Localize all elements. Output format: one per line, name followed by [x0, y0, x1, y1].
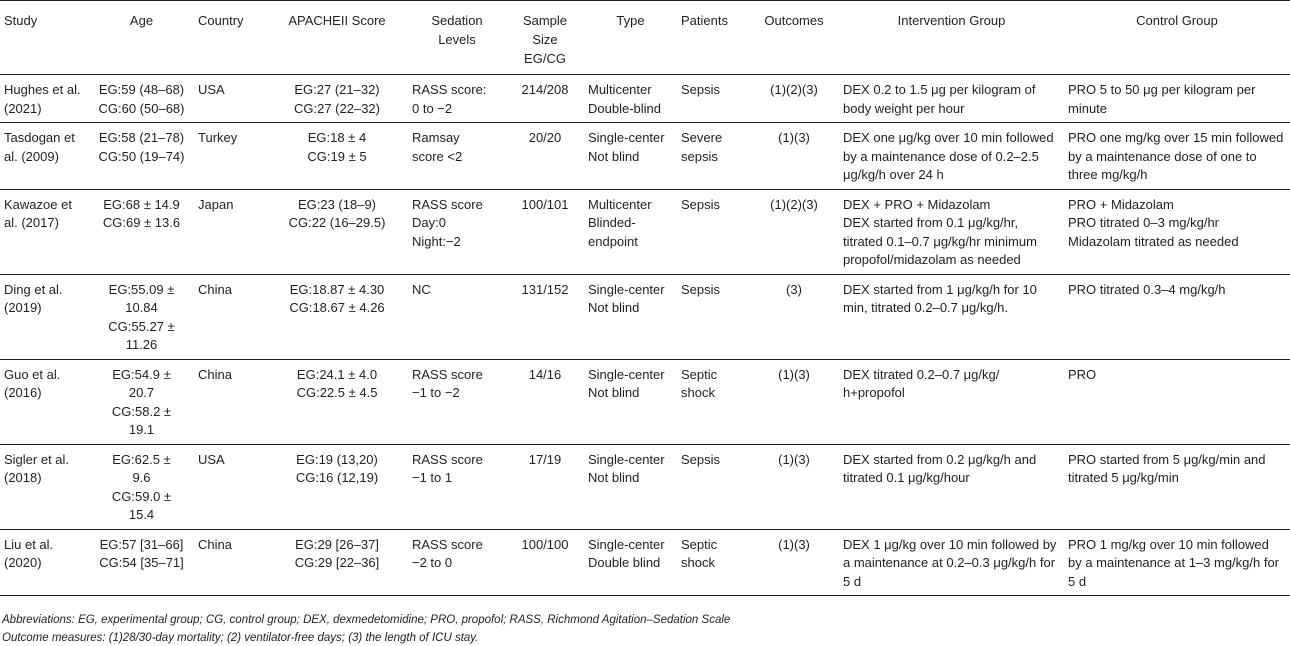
- cell-sample: 131/152: [521, 281, 569, 297]
- cell-age-line: EG:54.9 ±: [112, 366, 171, 382]
- cell-country: Turkey: [198, 130, 238, 145]
- cell-sample: 100/101: [521, 196, 569, 212]
- cell-sedation-line: Ramsay: [412, 130, 460, 145]
- cell-type-line: Blinded-: [588, 215, 636, 230]
- cell-country: Japan: [198, 196, 234, 212]
- cell-sample: 100/100: [521, 536, 569, 552]
- cell-age: [89, 189, 194, 274]
- cell-age-line: EG:68 ± 14.9: [103, 196, 180, 212]
- cell-type-line: Single-center: [588, 451, 665, 467]
- cell-country: China: [198, 536, 232, 552]
- cell-apache: [266, 189, 408, 274]
- cell-patients: Sepsis: [681, 281, 721, 297]
- cell-sedation-line: −1 to 1: [412, 470, 453, 485]
- cell-study: Tasdogan et al. (2009): [4, 130, 75, 164]
- cell-intervention: DEX one μg/kg over 10 min followed by a maintenance dose of 0.2–2.5 μg/kg/h over 24 h: [843, 130, 1054, 182]
- cell-age-line: CG:55.27 ±: [108, 318, 175, 334]
- cell-age-line: CG:60 (50–68): [98, 100, 185, 116]
- cell-type: [584, 529, 677, 596]
- cell-age: [89, 444, 194, 529]
- cell-patients: Sepsis: [681, 451, 721, 467]
- cell-control: PRO titrated 0.3–4 mg/kg/h: [1068, 281, 1226, 297]
- cell-outcomes: (1)(3): [778, 451, 810, 467]
- cell-intervention: DEX started from 0.2 μg/kg/h and titrated 0.1 μg/kg/hour: [843, 451, 1037, 485]
- cell-apache: [266, 123, 408, 190]
- header-country: Country: [198, 13, 244, 28]
- header-row: [0, 1, 1290, 75]
- cell-intervention: DEX titrated 0.2–0.7 μg/kg/ h+propofol: [843, 366, 1000, 400]
- cell-intervention: [839, 189, 1064, 274]
- cell-control: PRO one mg/kg over 15 min followed by a maintenance dose of one to three mg/kg/h: [1068, 130, 1284, 182]
- cell-apache: [266, 529, 408, 596]
- table-row: [0, 75, 1290, 123]
- header-sedation: Sedation Levels: [431, 13, 483, 47]
- cell-apache-line: CG:22 (16–29.5): [288, 215, 386, 230]
- cell-sedation: [408, 274, 506, 359]
- cell-sedation-line: score <2: [412, 148, 463, 164]
- cell-outcomes: (3): [786, 281, 802, 297]
- table-row: [0, 529, 1290, 596]
- cell-control-line: PRO + Midazolam: [1068, 196, 1174, 212]
- cell-sedation-line: RASS score:: [412, 82, 487, 97]
- outcomes-footnote: Outcome measures: (1)28/30-day mortality; (2) ventilator-free days; (3) the length of ICU stay.: [2, 632, 479, 644]
- cell-sedation: [408, 75, 506, 123]
- cell-sample: 14/16: [528, 366, 562, 382]
- table-row: [0, 189, 1290, 274]
- cell-apache-line: CG:19 ± 5: [307, 148, 367, 164]
- cell-apache-line: EG:19 (13,20): [296, 451, 378, 467]
- cell-apache-line: CG:22.5 ± 4.5: [296, 385, 378, 400]
- table-row: [0, 359, 1290, 444]
- cell-type-line: Not blind: [588, 470, 640, 485]
- cell-type-line: Single-center: [588, 366, 665, 382]
- cell-type: [584, 359, 677, 444]
- cell-sedation: [408, 189, 506, 274]
- cell-sedation-line: Night:−2: [412, 233, 461, 249]
- cell-apache: [266, 274, 408, 359]
- cell-apache-line: CG:16 (12,19): [295, 470, 379, 485]
- cell-type-line: endpoint: [588, 233, 638, 249]
- header-outcomes: Outcomes: [764, 13, 824, 28]
- cell-study: Kawazoe et al. (2017): [4, 196, 72, 230]
- table-row: [0, 274, 1290, 359]
- cell-sedation: [408, 444, 506, 529]
- cell-sedation-line: RASS score: [412, 366, 483, 382]
- cell-apache-line: EG:29 [26–37]: [295, 536, 379, 552]
- cell-age: [89, 529, 194, 596]
- cell-study: Hughes et al. (2021): [4, 82, 81, 116]
- cell-sedation-line: RASS score: [412, 536, 483, 552]
- cell-apache-line: EG:23 (18–9): [297, 196, 377, 212]
- cell-age-line: 11.26: [125, 337, 158, 352]
- table-body: [0, 75, 1290, 596]
- cell-type-line: Single-center: [588, 130, 665, 145]
- cell-age-line: 19.1: [128, 422, 155, 437]
- cell-age-line: 20.7: [128, 385, 155, 400]
- cell-type: [584, 189, 677, 274]
- cell-patients: Septic shock: [681, 366, 718, 400]
- cell-type-line: Not blind: [588, 385, 640, 400]
- header-study: Study: [4, 13, 38, 28]
- cell-type-line: Double-blind: [588, 100, 661, 116]
- cell-country: USA: [198, 451, 225, 467]
- cell-type-line: Double blind: [588, 555, 661, 570]
- cell-age-line: 15.4: [128, 507, 155, 522]
- cell-age-line: 10.84: [125, 300, 158, 315]
- cell-age: [89, 75, 194, 123]
- cell-sedation: [408, 359, 506, 444]
- cell-type: [584, 123, 677, 190]
- abbreviations-footnote: Abbreviations: EG, experimental group; CG, control group; DEX, dexmedetomidine; PRO, propofol; RASS, Richmond Agitation–Sedation Scale: [2, 614, 731, 626]
- cell-sample: 17/19: [528, 451, 562, 467]
- cell-patients: Sepsis: [681, 82, 721, 97]
- cell-apache: [266, 75, 408, 123]
- cell-control-line: Midazolam titrated as needed: [1068, 233, 1239, 249]
- cell-outcomes: (1)(3): [778, 130, 810, 145]
- cell-sedation-line: RASS score: [412, 451, 483, 467]
- cell-age-line: EG:62.5 ±: [112, 451, 171, 467]
- cell-outcomes: (1)(2)(3): [770, 82, 818, 97]
- cell-study: Guo et al. (2016): [4, 366, 61, 400]
- table-row: [0, 444, 1290, 529]
- cell-sedation-line: NC: [412, 281, 431, 297]
- cell-age: [89, 274, 194, 359]
- cell-outcomes: (1)(3): [778, 366, 810, 382]
- cell-type-line: Single-center: [588, 536, 665, 552]
- cell-patients: Severe sepsis: [681, 130, 723, 164]
- cell-apache: [266, 359, 408, 444]
- cell-age-line: EG:59 (48–68): [98, 82, 185, 97]
- cell-patients: Sepsis: [681, 196, 721, 212]
- cell-control: PRO 1 mg/kg over 10 min followed by a maintenance at 1–3 mg/kg/h for 5 d: [1068, 536, 1280, 589]
- cell-intervention: DEX 1 μg/kg over 10 min followed by a maintenance at 0.2–0.3 μg/kg/h for 5 d: [843, 536, 1057, 589]
- header-patients: Patients: [681, 13, 728, 28]
- header-sample-size: Sample Size EG/CG: [522, 13, 568, 66]
- cell-control: PRO: [1068, 366, 1097, 382]
- cell-country: China: [198, 366, 232, 382]
- cell-intervention: DEX 0.2 to 1.5 μg per kilogram of body weight per hour: [843, 82, 1036, 116]
- table-row: [0, 123, 1290, 190]
- cell-age: [89, 123, 194, 190]
- cell-country: USA: [198, 82, 225, 97]
- cell-apache-line: CG:27 (22–32): [294, 100, 380, 116]
- cell-apache-line: CG:29 [22–36]: [294, 555, 380, 570]
- cell-type-line: Single-center: [588, 281, 665, 297]
- cell-intervention-line: DEX started from 0.1 μg/kg/hr, titrated 0.1–0.7 μg/kg/hr minimum propofol/midazolam as needed: [843, 215, 1037, 267]
- cell-age: [89, 359, 194, 444]
- cell-control-line: PRO titrated 0–3 mg/kg/hr: [1068, 215, 1220, 230]
- cell-outcomes: (1)(2)(3): [770, 196, 818, 212]
- cell-sedation-line: RASS score: [412, 196, 483, 212]
- cell-sedation-line: −2 to 0: [412, 555, 453, 570]
- header-age: Age: [129, 13, 154, 28]
- cell-sedation-line: 0 to −2: [412, 100, 453, 116]
- cell-apache-line: EG:18 ± 4: [307, 130, 367, 145]
- cell-sedation-line: Day:0: [412, 215, 446, 230]
- cell-sample: 214/208: [521, 82, 569, 97]
- cell-control: PRO started from 5 μg/kg/min and titrated 5 μg/kg/min: [1068, 451, 1266, 485]
- cell-type: [584, 444, 677, 529]
- header-control: Control Group: [1136, 13, 1218, 28]
- cell-control: [1064, 189, 1290, 274]
- cell-age-line: CG:50 (19–74): [98, 148, 185, 164]
- cell-sedation: [408, 529, 506, 596]
- header-intervention: Intervention Group: [897, 13, 1006, 28]
- cell-apache: [266, 444, 408, 529]
- cell-sedation-line: −1 to −2: [412, 385, 460, 400]
- cell-patients: Septic shock: [681, 536, 718, 570]
- cell-country: China: [198, 281, 232, 297]
- cell-study: Liu et al. (2020): [4, 536, 54, 570]
- cell-control: PRO 5 to 50 μg per kilogram per minute: [1068, 82, 1256, 116]
- cell-apache-line: CG:18.67 ± 4.26: [289, 300, 385, 315]
- cell-type-line: Not blind: [588, 300, 640, 315]
- cell-apache-line: EG:18.87 ± 4.30: [289, 281, 385, 297]
- cell-intervention: DEX started from 1 μg/kg/h for 10 min, titrated 0.2–0.7 μg/kg/h.: [843, 281, 1037, 315]
- cell-type: [584, 75, 677, 123]
- cell-age-line: EG:57 [31–66]: [99, 536, 184, 552]
- cell-apache-line: EG:27 (21–32): [294, 82, 380, 97]
- cell-age-line: 9.6: [132, 470, 151, 485]
- cell-outcomes: (1)(3): [778, 536, 810, 552]
- cell-study: Sigler et al. (2018): [4, 451, 70, 485]
- cell-age-line: CG:54 [35–71]: [99, 555, 184, 570]
- cell-intervention-line: DEX + PRO + Midazolam: [843, 196, 991, 212]
- cell-study: Ding et al. (2019): [4, 281, 63, 315]
- header-type: Type: [616, 13, 645, 28]
- cell-age-line: EG:55.09 ±: [108, 281, 175, 297]
- cell-age-line: EG:58 (21–78): [98, 130, 185, 145]
- cell-sedation: [408, 123, 506, 190]
- cell-age-line: CG:69 ± 13.6: [102, 215, 181, 230]
- cell-sample: 20/20: [528, 130, 562, 145]
- cell-age-line: CG:59.0 ±: [111, 488, 172, 504]
- cell-type-line: Not blind: [588, 148, 640, 164]
- cell-type-line: Multicenter: [588, 196, 652, 212]
- cell-type-line: Multicenter: [588, 82, 652, 97]
- cell-apache-line: EG:24.1 ± 4.0: [296, 366, 378, 382]
- header-apache: APACHEII Score: [288, 13, 386, 28]
- cell-type: [584, 274, 677, 359]
- cell-age-line: CG:58.2 ±: [111, 403, 172, 419]
